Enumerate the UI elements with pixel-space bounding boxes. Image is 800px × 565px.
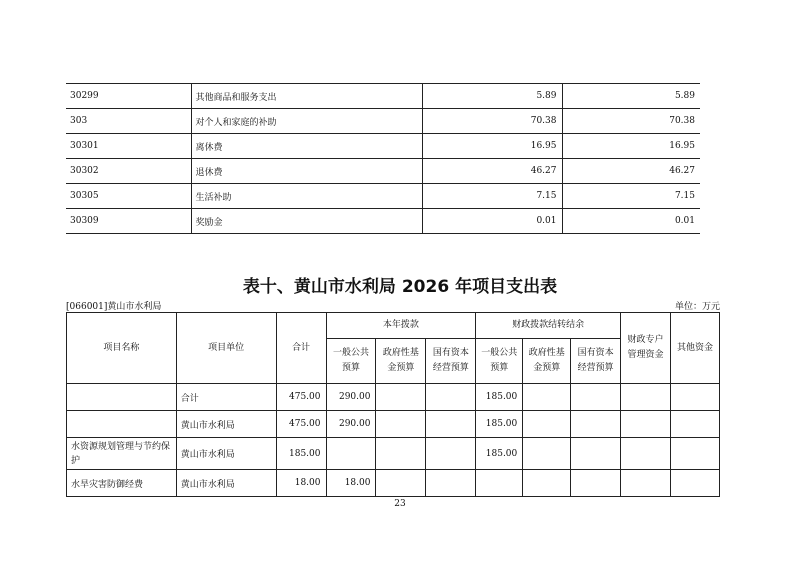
value-cell: 7.15: [422, 184, 562, 209]
amount-cell: [426, 438, 476, 470]
total-cell: 475.00: [276, 411, 326, 438]
value-cell: 16.95: [562, 134, 700, 159]
name-cell: 退休费: [191, 159, 422, 184]
table-row: [66, 109, 700, 134]
project-unit-cell: 黄山市水利局: [176, 470, 276, 497]
amount-cell: [523, 384, 571, 411]
amount-cell: [571, 470, 621, 497]
project-unit-cell: 黄山市水利局: [176, 411, 276, 438]
header-state-capital: 国有资本经营预算: [426, 339, 476, 384]
project-name-cell: 水旱灾害防御经费: [67, 470, 177, 497]
expense-table-continued: [66, 83, 700, 234]
amount-cell: [671, 470, 720, 497]
amount-cell: [376, 438, 426, 470]
header-other-fund: 其他资金: [671, 313, 720, 384]
header-current-year: 本年拨款: [326, 313, 476, 339]
project-unit-cell: 合计: [176, 384, 276, 411]
amount-cell: [523, 411, 571, 438]
page-title: 表十、黄山市水利局 2026 年项目支出表: [242, 277, 558, 297]
project-name-cell: [67, 411, 177, 438]
table-row: [66, 134, 700, 159]
table-row: [66, 209, 700, 234]
value-cell: 0.01: [562, 209, 700, 234]
amount-cell: 290.00: [326, 411, 376, 438]
header-project-name: 项目名称: [67, 313, 177, 384]
value-cell: 16.95: [422, 134, 562, 159]
amount-cell: 18.00: [326, 470, 376, 497]
table-row: [67, 438, 720, 470]
currency-unit-label: 单位：万元: [674, 302, 720, 312]
value-cell: 70.38: [422, 109, 562, 134]
name-cell: 离休费: [191, 134, 422, 159]
header-general-public: 一般公共预算: [476, 339, 523, 384]
amount-cell: [621, 470, 671, 497]
amount-cell: [426, 470, 476, 497]
value-cell: 5.89: [422, 84, 562, 109]
total-cell: 475.00: [276, 384, 326, 411]
name-cell: 对个人和家庭的补助: [191, 109, 422, 134]
value-cell: 46.27: [422, 159, 562, 184]
unit-code-label: [066001]黄山市水利局: [66, 302, 162, 312]
table-row: [66, 159, 700, 184]
amount-cell: [671, 384, 720, 411]
project-unit-cell: 黄山市水利局: [176, 438, 276, 470]
project-expense-table: [66, 312, 720, 497]
code-cell: 30309: [66, 209, 191, 234]
amount-cell: [671, 411, 720, 438]
header-project-unit: 项目单位: [176, 313, 276, 384]
amount-cell: [376, 411, 426, 438]
header-state-capital: 国有资本经营预算: [571, 339, 621, 384]
value-cell: 46.27: [562, 159, 700, 184]
code-cell: 30299: [66, 84, 191, 109]
amount-cell: [426, 384, 476, 411]
amount-cell: [376, 384, 426, 411]
total-cell: 185.00: [276, 438, 326, 470]
header-general-public: 一般公共预算: [326, 339, 376, 384]
amount-cell: [621, 384, 671, 411]
value-cell: 0.01: [422, 209, 562, 234]
header-total: 合计: [276, 313, 326, 384]
amount-cell: [426, 411, 476, 438]
amount-cell: 185.00: [476, 438, 523, 470]
table-row: [67, 470, 720, 497]
name-cell: 生活补助: [191, 184, 422, 209]
table-row: [66, 184, 700, 209]
table-row: [67, 411, 720, 438]
code-cell: 30305: [66, 184, 191, 209]
header-special-fund: 财政专户管理资金: [621, 313, 671, 384]
amount-cell: [571, 384, 621, 411]
amount-cell: 185.00: [476, 411, 523, 438]
header-row: [67, 313, 720, 339]
code-cell: 303: [66, 109, 191, 134]
value-cell: 70.38: [562, 109, 700, 134]
value-cell: 7.15: [562, 184, 700, 209]
page-number: 23: [394, 499, 406, 509]
amount-cell: [621, 438, 671, 470]
amount-cell: 185.00: [476, 384, 523, 411]
name-cell: 奖励金: [191, 209, 422, 234]
code-cell: 30301: [66, 134, 191, 159]
table-row: [67, 384, 720, 411]
amount-cell: [376, 470, 426, 497]
amount-cell: [523, 470, 571, 497]
code-cell: 30302: [66, 159, 191, 184]
amount-cell: [326, 438, 376, 470]
amount-cell: [523, 438, 571, 470]
project-name-cell: [67, 384, 177, 411]
header-gov-fund: 政府性基金预算: [376, 339, 426, 384]
amount-cell: [571, 438, 621, 470]
amount-cell: 290.00: [326, 384, 376, 411]
amount-cell: [621, 411, 671, 438]
header-carryover: 财政拨款结转结余: [476, 313, 621, 339]
project-name-cell: 水资源规划管理与节约保护: [67, 438, 177, 470]
header-gov-fund: 政府性基金预算: [523, 339, 571, 384]
table-row: [66, 84, 700, 109]
name-cell: 其他商品和服务支出: [191, 84, 422, 109]
amount-cell: [476, 470, 523, 497]
value-cell: 5.89: [562, 84, 700, 109]
amount-cell: [671, 438, 720, 470]
total-cell: 18.00: [276, 470, 326, 497]
amount-cell: [571, 411, 621, 438]
